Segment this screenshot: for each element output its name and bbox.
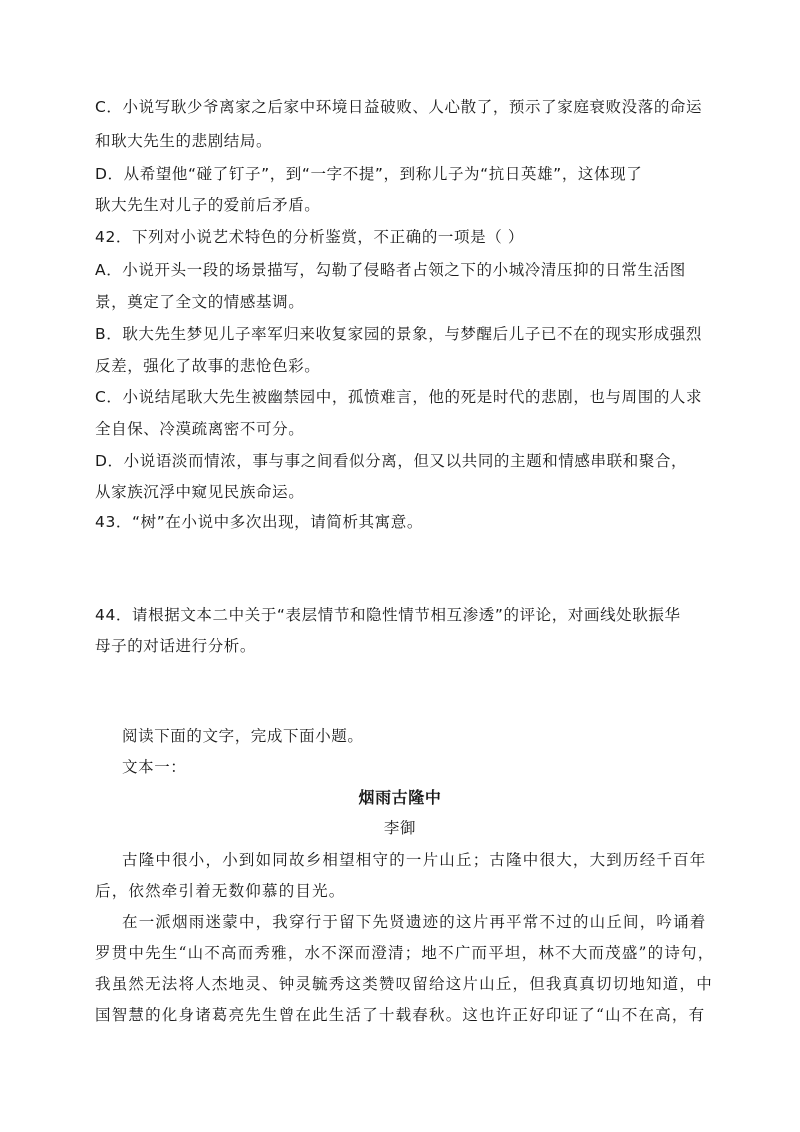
q42-option-a-line1: A．小说开头一段的场景描写，勾勒了侵略者占领之下的小城冷清压抑的日常生活图 xyxy=(95,261,686,279)
paragraph-2-line2: 罗贯中先生“山不高而秀雅，水不深而澄清；地不广而平坦，林不大而茂盛”的诗句， xyxy=(95,944,715,962)
q42-option-b-line1: B．耿大先生梦见儿子率军归来收复家园的景象，与梦醒后儿子已不在的现实形成强烈 xyxy=(95,325,702,343)
q41-option-d-line2: 耿大先生对儿子的爱前后矛盾。 xyxy=(95,196,321,214)
q42-stem: 42．下列对小说艺术特色的分析鉴赏，不正确的一项是（ ） xyxy=(95,228,524,246)
q42-option-a-line2: 景，奠定了全文的情感基调。 xyxy=(95,293,305,311)
q41-option-c-line1: C．小说写耿少爷离家之后家中环境日益破败、人心散了，预示了家庭衰败没落的命运 xyxy=(95,98,703,116)
q44-stem-line1: 44．请根据文本二中关于“表层情节和隐性情节相互渗透”的评论，对画线处耿振华 xyxy=(95,606,681,624)
paragraph-1-line1: 古隆中很小，小到如同故乡相望相守的一片山丘；古隆中很大，大到历经千百年 xyxy=(122,851,707,869)
q42-option-d-line1: D．小说语淡而情浓，事与事之间看似分离，但又以共同的主题和情感串联和聚合， xyxy=(95,452,688,470)
q44-stem-line2: 母子的对话进行分析。 xyxy=(95,637,257,655)
q43-stem: 43．“树”在小说中多次出现，请简析其寓意。 xyxy=(95,513,423,531)
q41-option-c-line2: 和耿大先生的悲剧结局。 xyxy=(95,132,273,150)
q42-option-d-line2: 从家族沉浮中窥见民族命运。 xyxy=(95,483,305,501)
text-one-label: 文本一： xyxy=(122,758,187,776)
paragraph-1-line2: 后，依然牵引着无数仰慕的目光。 xyxy=(95,882,346,900)
reading-instruction: 阅读下面的文字，完成下面小题。 xyxy=(122,727,364,745)
article-author: 李御 xyxy=(383,819,417,837)
paragraph-2-line1: 在一派烟雨迷蒙中，我穿行于留下先贤遗迹的这片再平常不过的山丘间，吟诵着 xyxy=(122,913,707,931)
q42-option-b-line2: 反差，强化了故事的悲怆色彩。 xyxy=(95,357,321,375)
article-title: 烟雨古隆中 xyxy=(358,788,442,807)
q42-option-c-line1: C．小说结尾耿大先生被幽禁园中，孤愤难言，他的死是时代的悲剧，也与周围的人求 xyxy=(95,388,703,406)
q42-option-c-line2: 全自保、冷漠疏离密不可分。 xyxy=(95,420,305,438)
paragraph-2-line3: 我虽然无法将人杰地灵、钟灵毓秀这类赞叹留给这片山丘，但我真真切切地知道，中 xyxy=(95,975,713,993)
q41-option-d-line1: D．从希望他“碰了钉子”，到“一字不提”，到称儿子为“抗日英雄”，这体现了 xyxy=(95,165,643,183)
paragraph-2-line4: 国智慧的化身诸葛亮先生曾在此生活了十载春秋。这也许正好印证了“山不在高，有 xyxy=(95,1006,706,1024)
